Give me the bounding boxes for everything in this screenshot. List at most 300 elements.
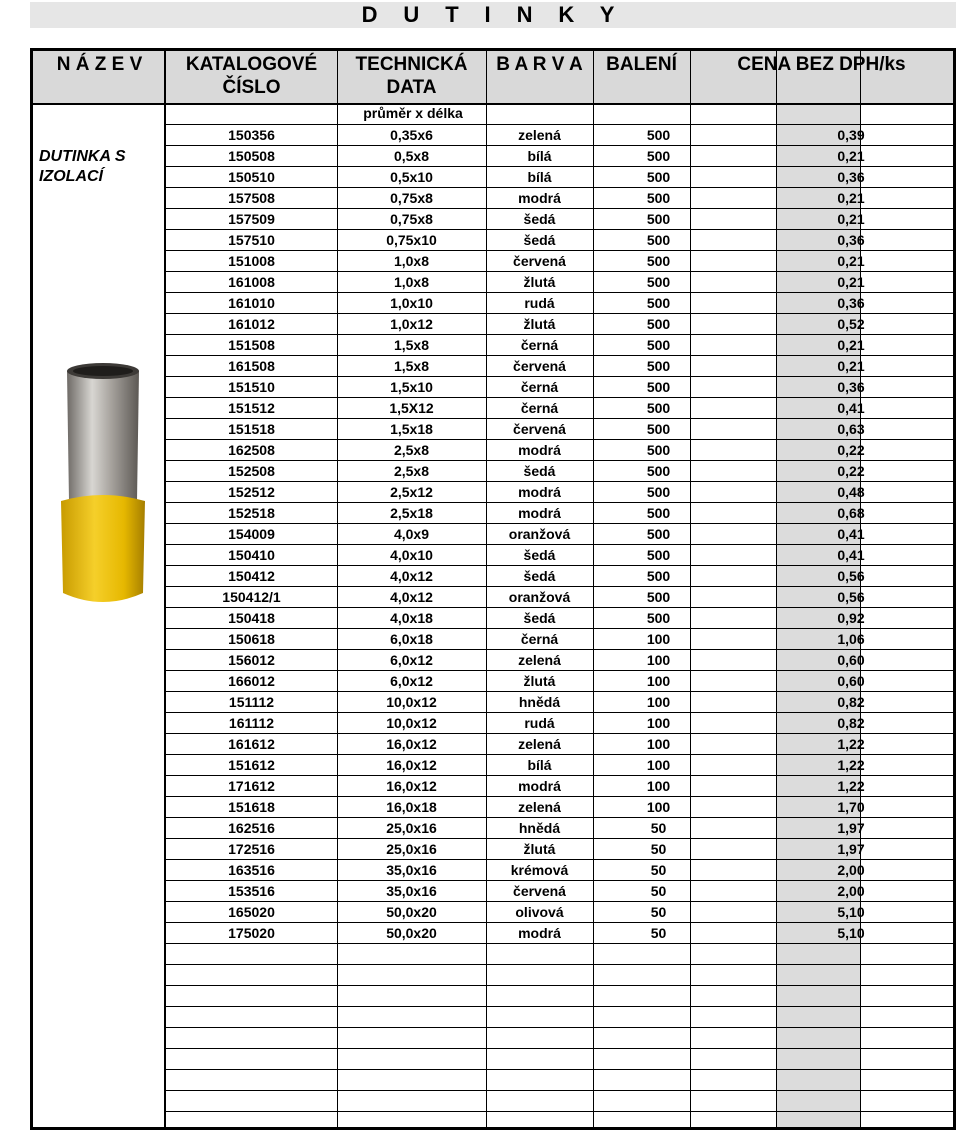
- table-row: [166, 481, 953, 502]
- color-cell: červená: [513, 358, 566, 374]
- dimension-cell: 0,75x10: [386, 232, 437, 248]
- packaging-cell: [593, 1112, 724, 1130]
- dimension-cell: 1,5x8: [393, 358, 430, 374]
- dimension-cell: [337, 1007, 486, 1027]
- packaging-cell: 500: [646, 190, 671, 206]
- dimension-cell: 6,0x12: [390, 652, 433, 668]
- price-cell: 0,92: [837, 610, 865, 626]
- dimension-cell: 16,0x12: [386, 736, 437, 752]
- table-row: [166, 670, 953, 691]
- table-row: [166, 523, 953, 544]
- catalog-cell: 157508: [228, 190, 275, 206]
- price-cell: 0,21: [837, 274, 865, 290]
- color-cell: červená: [513, 883, 566, 899]
- dimension-cell: 2,5x18: [390, 505, 433, 521]
- packaging-cell: [593, 965, 724, 985]
- price-cell: [809, 944, 893, 964]
- price-cell: 5,10: [837, 904, 865, 920]
- packaging-cell: [593, 1091, 724, 1111]
- table-row: [166, 313, 953, 334]
- catalog-cell: [166, 965, 337, 985]
- price-cell: [809, 965, 893, 985]
- table-row: [166, 838, 953, 859]
- dimension-cell: [337, 1091, 486, 1111]
- price-cell: 0,60: [837, 673, 865, 689]
- price-cell: 0,36: [837, 169, 865, 185]
- dimension-cell: 16,0x18: [386, 799, 437, 815]
- dimension-cell: 4,0x18: [390, 610, 433, 626]
- header-catalog: KATALOGOVÉ ČÍSLO: [185, 54, 318, 98]
- dimension-cell: 1,0x12: [390, 316, 433, 332]
- price-cell: 0,56: [837, 568, 865, 584]
- catalog-cell: 150618: [228, 631, 275, 647]
- dimension-cell: 4,0x12: [390, 568, 433, 584]
- color-cell: šedá: [523, 568, 556, 584]
- packaging-cell: 50: [650, 841, 667, 857]
- dimension-cell: 25,0x16: [386, 841, 437, 857]
- packaging-cell: 500: [646, 484, 671, 500]
- price-cell: 1,70: [837, 799, 865, 815]
- color-cell: černá: [520, 337, 559, 353]
- table-row: [166, 586, 953, 607]
- dimension-cell: 2,5x8: [393, 463, 430, 479]
- color-cell: žlutá: [523, 316, 556, 332]
- packaging-cell: 500: [646, 589, 671, 605]
- dimension-cell: 2,5x12: [390, 484, 433, 500]
- catalog-cell: 152512: [228, 484, 275, 500]
- catalog-cell: 151512: [228, 400, 275, 416]
- table-row: [166, 1111, 953, 1130]
- price-cell: 1,06: [837, 631, 865, 647]
- table-row: [166, 922, 953, 943]
- price-cell: 0,82: [837, 715, 865, 731]
- packaging-cell: 100: [646, 694, 671, 710]
- color-cell: oranžová: [508, 589, 571, 605]
- color-cell: [486, 1007, 593, 1027]
- col-divider: [486, 51, 487, 1127]
- packaging-cell: 500: [646, 463, 671, 479]
- packaging-cell: 100: [646, 757, 671, 773]
- color-cell: modrá: [518, 778, 561, 794]
- dimension-cell: [337, 965, 486, 985]
- color-cell: krémová: [510, 862, 569, 878]
- price-cell: 0,63: [837, 421, 865, 437]
- catalog-cell: 156012: [228, 652, 275, 668]
- catalog-cell: 152518: [228, 505, 275, 521]
- table-row: [166, 859, 953, 880]
- table-row: [166, 124, 953, 145]
- price-cell: 0,36: [837, 232, 865, 248]
- catalog-cell: 161112: [228, 715, 275, 731]
- price-cell: 0,21: [837, 211, 865, 227]
- packaging-cell: 500: [646, 547, 671, 563]
- price-cell: 0,48: [837, 484, 865, 500]
- header-color: B A R V A: [496, 54, 583, 75]
- color-cell: hnědá: [518, 694, 561, 710]
- packaging-cell: 500: [646, 400, 671, 416]
- header-technical: TECHNICKÁ DATA: [355, 54, 468, 98]
- packaging-cell: 500: [646, 442, 671, 458]
- table-row: [166, 775, 953, 796]
- dimension-cell: 4,0x12: [390, 589, 433, 605]
- dimension-cell: 50,0x20: [386, 904, 437, 920]
- packaging-cell: 500: [646, 568, 671, 584]
- table-row: [166, 628, 953, 649]
- catalog-cell: 150418: [228, 610, 275, 626]
- packaging-cell: [593, 1007, 724, 1027]
- packaging-cell: 500: [646, 316, 671, 332]
- packaging-cell: [593, 1070, 724, 1090]
- catalog-cell: 150410: [228, 547, 275, 563]
- color-cell: modrá: [518, 925, 561, 941]
- table-row: [166, 754, 953, 775]
- dimension-cell: 1,5x10: [390, 379, 433, 395]
- packaging-cell: 500: [646, 169, 671, 185]
- price-cell: 0,22: [837, 442, 865, 458]
- catalog-cell: 153516: [228, 883, 275, 899]
- color-cell: [486, 1070, 593, 1090]
- price-cell: [809, 1007, 893, 1027]
- color-cell: [486, 1049, 593, 1069]
- color-cell: zelená: [518, 736, 561, 752]
- packaging-cell: 500: [646, 526, 671, 542]
- catalog-cell: 163516: [228, 862, 275, 878]
- catalog-cell: 161508: [228, 358, 275, 374]
- packaging-cell: 100: [646, 631, 671, 647]
- table-row: [166, 901, 953, 922]
- packaging-cell: 500: [646, 127, 671, 143]
- catalog-cell: [166, 1028, 337, 1048]
- dimension-cell: 16,0x12: [386, 757, 437, 773]
- color-cell: zelená: [518, 652, 561, 668]
- table-row: [166, 250, 953, 271]
- color-cell: červená: [513, 253, 566, 269]
- color-cell: žlutá: [523, 673, 556, 689]
- dimension-cell: 1,0x8: [393, 253, 430, 269]
- price-cell: 1,22: [837, 736, 865, 752]
- color-cell: bílá: [527, 148, 552, 164]
- packaging-cell: 50: [650, 862, 667, 878]
- dimension-cell: 25,0x16: [386, 820, 437, 836]
- dimension-cell: 10,0x12: [386, 715, 437, 731]
- price-cell: 0,21: [837, 190, 865, 206]
- table-row: [166, 565, 953, 586]
- color-cell: [486, 1091, 593, 1111]
- table-row: [166, 376, 953, 397]
- dimension-cell: 4,0x9: [393, 526, 430, 542]
- packaging-cell: 500: [646, 232, 671, 248]
- packaging-cell: 100: [646, 673, 671, 689]
- table-row: [166, 943, 953, 964]
- color-cell: olivová: [515, 904, 564, 920]
- color-cell: modrá: [518, 484, 561, 500]
- table-row: [166, 229, 953, 250]
- table-row: [166, 1027, 953, 1048]
- table-row: [166, 691, 953, 712]
- catalog-cell: 150508: [228, 148, 275, 164]
- color-cell: [486, 944, 593, 964]
- price-cell: 0,56: [837, 589, 865, 605]
- packaging-cell: 50: [650, 904, 667, 920]
- catalog-cell: 166012: [228, 673, 275, 689]
- dimension-cell: 1,5X12: [389, 400, 434, 416]
- price-cell: 0,52: [837, 316, 865, 332]
- table-row: [166, 418, 953, 439]
- packaging-cell: 50: [650, 925, 667, 941]
- table-row: [166, 1090, 953, 1111]
- catalog-cell: 171612: [228, 778, 275, 794]
- catalog-cell: 151008: [228, 253, 275, 269]
- color-cell: modrá: [518, 505, 561, 521]
- catalog-cell: 161612: [228, 736, 275, 752]
- dimension-cell: 35,0x16: [386, 883, 437, 899]
- color-cell: [486, 1112, 593, 1130]
- catalog-cell: [166, 944, 337, 964]
- table-row: [166, 1006, 953, 1027]
- packaging-cell: 500: [646, 274, 671, 290]
- table-row: [166, 733, 953, 754]
- table-row: [166, 880, 953, 901]
- dimension-cell: 1,0x10: [390, 295, 433, 311]
- color-cell: hnědá: [518, 820, 561, 836]
- table-row: [166, 355, 953, 376]
- color-cell: bílá: [527, 169, 552, 185]
- col-divider: [593, 51, 594, 1127]
- dimension-cell: 2,5x8: [393, 442, 430, 458]
- color-cell: [486, 986, 593, 1006]
- table-row: [166, 271, 953, 292]
- price-cell: [809, 986, 893, 1006]
- dimension-cell: [337, 1028, 486, 1048]
- packaging-cell: 100: [646, 799, 671, 815]
- dimension-cell: [337, 1049, 486, 1069]
- color-cell: žlutá: [523, 841, 556, 857]
- catalog-cell: 162508: [228, 442, 275, 458]
- catalog-cell: 161008: [228, 274, 275, 290]
- table-row: [166, 292, 953, 313]
- price-cell: 0,68: [837, 505, 865, 521]
- color-cell: černá: [520, 631, 559, 647]
- color-cell: žlutá: [523, 274, 556, 290]
- col-divider: [337, 51, 338, 1127]
- packaging-cell: 500: [646, 253, 671, 269]
- packaging-cell: 500: [646, 505, 671, 521]
- col-divider: [690, 51, 691, 1127]
- packaging-cell: 500: [646, 358, 671, 374]
- table-row: [166, 1048, 953, 1069]
- price-cell: 0,41: [837, 400, 865, 416]
- price-cell: [809, 1112, 893, 1130]
- catalog-cell: 150510: [228, 169, 275, 185]
- packaging-cell: 500: [646, 295, 671, 311]
- packaging-cell: 500: [646, 211, 671, 227]
- dimension-cell: 1,5x18: [390, 421, 433, 437]
- packaging-cell: 100: [646, 736, 671, 752]
- catalog-cell: 157510: [228, 232, 275, 248]
- table-header: [33, 51, 953, 105]
- catalog-cell: 172516: [228, 841, 275, 857]
- price-cell: 2,00: [837, 883, 865, 899]
- price-cell: 0,21: [837, 148, 865, 164]
- dimension-cell: 10,0x12: [386, 694, 437, 710]
- price-cell: [809, 1028, 893, 1048]
- catalog-cell: 161012: [228, 316, 275, 332]
- price-cell: 0,21: [837, 358, 865, 374]
- dimension-cell: 50,0x20: [386, 925, 437, 941]
- dimension-cell: 0,75x8: [390, 211, 433, 227]
- table-row: [166, 145, 953, 166]
- color-cell: černá: [520, 400, 559, 416]
- table-row: [166, 544, 953, 565]
- price-cell: 0,41: [837, 526, 865, 542]
- color-cell: šedá: [523, 232, 556, 248]
- color-cell: šedá: [523, 463, 556, 479]
- table-row: [166, 607, 953, 628]
- dimension-cell: 6,0x18: [390, 631, 433, 647]
- price-cell: 1,97: [837, 841, 865, 857]
- catalog-cell: 152508: [228, 463, 275, 479]
- dimension-cell: 0,35x6: [390, 127, 433, 143]
- price-cell: 0,60: [837, 652, 865, 668]
- color-cell: zelená: [518, 799, 561, 815]
- color-cell: šedá: [523, 211, 556, 227]
- catalog-cell: 151510: [228, 379, 275, 395]
- catalog-cell: 161010: [228, 295, 275, 311]
- dimension-cell: 0,75x8: [390, 190, 433, 206]
- color-cell: rudá: [524, 295, 555, 311]
- packaging-cell: 500: [646, 148, 671, 164]
- catalog-cell: 151618: [228, 799, 275, 815]
- price-cell: 0,39: [837, 127, 865, 143]
- packaging-cell: 100: [646, 652, 671, 668]
- catalog-cell: 162516: [228, 820, 275, 836]
- price-cell: 0,41: [837, 547, 865, 563]
- catalog-cell: 175020: [228, 925, 275, 941]
- table-row: [166, 187, 953, 208]
- dimension-cell: 35,0x16: [386, 862, 437, 878]
- packaging-cell: [593, 1049, 724, 1069]
- color-cell: [486, 1028, 593, 1048]
- dimension-cell: 4,0x10: [390, 547, 433, 563]
- packaging-cell: 500: [646, 421, 671, 437]
- table-row: [166, 208, 953, 229]
- price-cell: [809, 1070, 893, 1090]
- catalog-cell: [166, 1091, 337, 1111]
- page-title: D U T I N K Y: [30, 2, 956, 28]
- table-row: [166, 397, 953, 418]
- catalog-cell: 154009: [228, 526, 275, 542]
- color-cell: černá: [520, 379, 559, 395]
- price-cell: 1,97: [837, 820, 865, 836]
- packaging-cell: 500: [646, 610, 671, 626]
- dimension-cell: [337, 944, 486, 964]
- dimension-cell: [337, 1112, 486, 1130]
- catalog-cell: 150412: [228, 568, 275, 584]
- price-table: [30, 48, 956, 1130]
- product-name: DUTINKA S IZOLACÍ: [39, 148, 126, 185]
- col-divider: [164, 51, 166, 1127]
- catalog-cell: [166, 986, 337, 1006]
- packaging-cell: 100: [646, 778, 671, 794]
- color-cell: šedá: [523, 610, 556, 626]
- catalog-cell: 151612: [228, 757, 275, 773]
- packaging-cell: [593, 986, 724, 1006]
- catalog-cell: 157509: [228, 211, 275, 227]
- catalog-cell: [166, 1070, 337, 1090]
- table-row: [166, 964, 953, 985]
- color-cell: modrá: [518, 190, 561, 206]
- table-row: [166, 166, 953, 187]
- header-name: N Á Z E V: [56, 54, 143, 75]
- catalog-cell: 150356: [228, 127, 275, 143]
- color-cell: červená: [513, 421, 566, 437]
- packaging-cell: [593, 1028, 724, 1048]
- dimension-cell: 1,0x8: [393, 274, 430, 290]
- price-cell: 2,00: [837, 862, 865, 878]
- price-cell: [809, 1049, 893, 1069]
- dimension-cell: [337, 1070, 486, 1090]
- color-cell: modrá: [518, 442, 561, 458]
- catalog-cell: [166, 1007, 337, 1027]
- packaging-cell: [593, 944, 724, 964]
- price-cell: 0,82: [837, 694, 865, 710]
- dimension-cell: 0,5x8: [393, 148, 430, 164]
- price-cell: 0,21: [837, 253, 865, 269]
- catalog-cell: [166, 1112, 337, 1130]
- price-cell: 0,36: [837, 295, 865, 311]
- color-cell: bílá: [527, 757, 552, 773]
- table-row: [166, 712, 953, 733]
- catalog-cell: 150412/1: [222, 589, 281, 605]
- packaging-cell: 50: [650, 883, 667, 899]
- dimension-cell: 16,0x12: [386, 778, 437, 794]
- price-cell: [809, 1091, 893, 1111]
- price-cell: 1,22: [837, 757, 865, 773]
- table-row: [166, 334, 953, 355]
- col-divider: [860, 51, 861, 1127]
- dimension-cell: 1,5x8: [393, 337, 430, 353]
- catalog-cell: 165020: [228, 904, 275, 920]
- price-cell: 1,22: [837, 778, 865, 794]
- table-row: [166, 796, 953, 817]
- dimension-cell: 0,5x10: [390, 169, 433, 185]
- packaging-cell: 500: [646, 337, 671, 353]
- dimension-cell: 6,0x12: [390, 673, 433, 689]
- color-cell: rudá: [524, 715, 555, 731]
- price-cell: 0,21: [837, 337, 865, 353]
- catalog-cell: 151508: [228, 337, 275, 353]
- table-row: [166, 985, 953, 1006]
- technical-subheader: průměr x délka: [363, 105, 463, 121]
- table-row: [166, 817, 953, 838]
- header-packaging: BALENÍ: [606, 54, 677, 75]
- table-row: [166, 439, 953, 460]
- header-price: CENA BEZ DPH/ks: [737, 54, 906, 75]
- packaging-cell: 50: [650, 820, 667, 836]
- table-row: [166, 460, 953, 481]
- ferrule-image: [53, 361, 153, 611]
- color-cell: oranžová: [508, 526, 571, 542]
- price-cell: 5,10: [837, 925, 865, 941]
- col-divider: [776, 51, 777, 1127]
- table-row: [166, 649, 953, 670]
- color-cell: šedá: [523, 547, 556, 563]
- color-cell: [486, 965, 593, 985]
- color-cell: zelená: [518, 127, 561, 143]
- dimension-cell: [337, 986, 486, 1006]
- table-row: [166, 502, 953, 523]
- table-row: [166, 1069, 953, 1090]
